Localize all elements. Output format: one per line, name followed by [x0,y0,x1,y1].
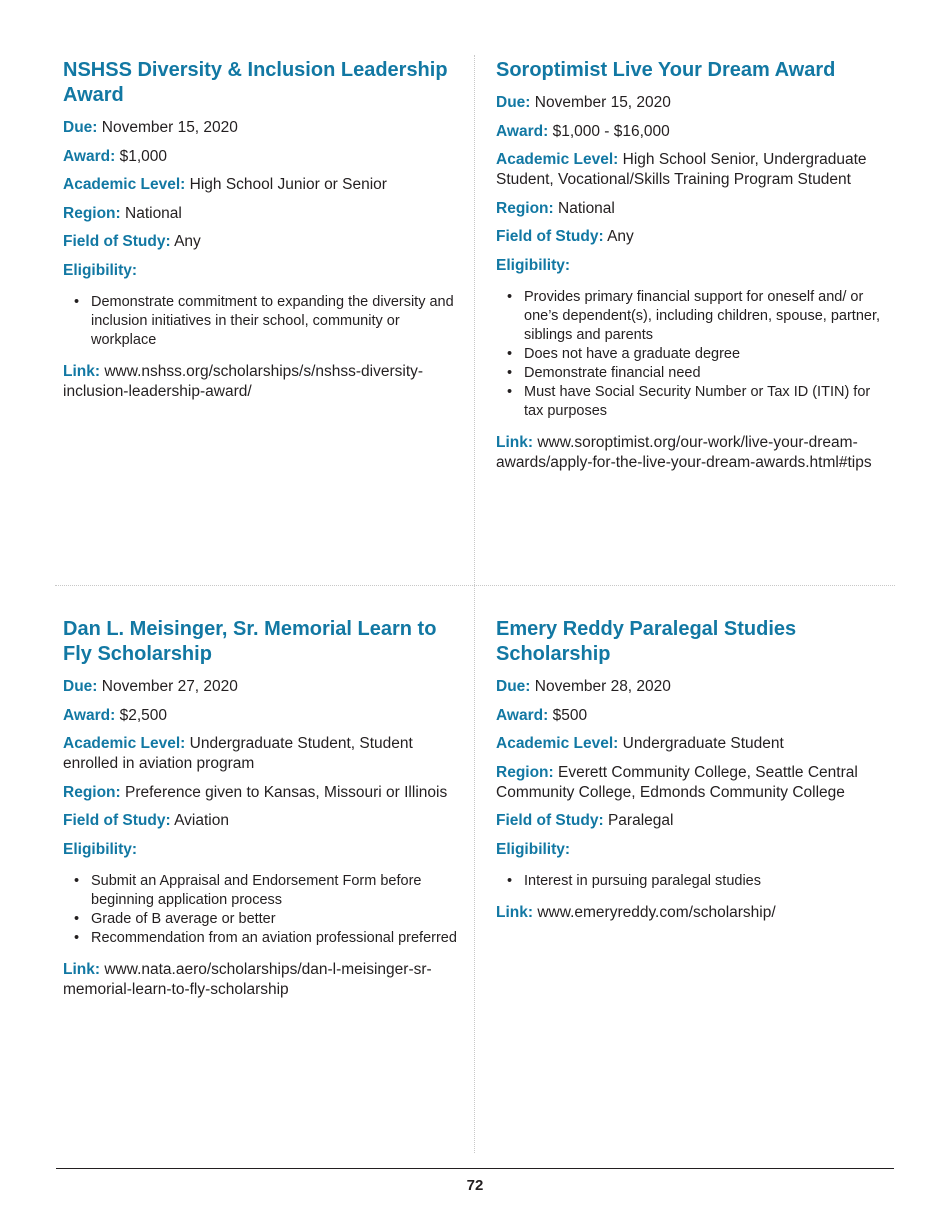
scholarship-card [63,58,458,410]
award-row [63,706,458,726]
column-divider [474,55,475,1153]
due-row [496,677,891,697]
award-label: Award: [63,147,116,165]
field-of-study-value: Paralegal [607,812,674,829]
award-value: $1,000 - $16,000 [552,122,670,140]
academic-level-row [63,734,458,774]
link-label: Link: [496,903,534,921]
page-number: 72 [466,1177,484,1194]
due-row [496,93,891,113]
link-row [63,960,458,1000]
academic-level-value: High School Junior or Senior [189,176,387,193]
award-label: Award: [496,706,549,724]
link-label: Link: [496,433,534,451]
region-label: Region: [496,763,554,781]
footer-rule [56,1168,894,1169]
due-value: November 27, 2020 [101,678,238,695]
eligibility-item: • Provides primary financial support for oneself and/ or one’s dependent(s), including children, spouse, partner, siblings and parents [524,288,891,345]
link-url[interactable]: www.nata.aero/scholarships/dan-l-meisinger-sr-memorial-learn-to-fly-scholarship [63,960,432,998]
due-label: Due: [496,94,531,111]
eligibility-item: • Grade of B average or better [91,910,458,929]
field-of-study-value: Any [607,228,634,245]
eligibility-item: • Must have Social Security Number or Tax ID (ITIN) for tax purposes [524,383,891,421]
award-row [63,147,458,167]
due-row [63,118,458,138]
eligibility-heading: Eligibility: [496,256,571,274]
scholarship-title: Soroptimist Live Your Dream Award [496,59,836,81]
award-value: $1,000 [119,147,167,165]
link-label: Link: [63,960,101,978]
due-label: Due: [63,678,98,695]
scholarship-title: Emery Reddy Paralegal Studies Scholarship [496,618,797,665]
due-row [63,677,458,697]
field-of-study-label: Field of Study: [496,228,604,245]
academic-level-value: High School Senior, Undergraduate Student, Vocational/Skills Training Program Student [496,151,867,188]
eligibility-list [496,872,891,891]
region-row [496,199,891,219]
academic-level-label: Academic Level: [496,735,619,752]
field-of-study-row [63,811,458,831]
academic-level-row [496,734,891,754]
field-of-study-row [496,227,891,247]
eligibility-item: • Recommendation from an aviation professional preferred [91,929,458,948]
link-row [496,903,891,923]
award-label: Award: [63,706,116,724]
scholarship-title: Dan L. Meisinger, Sr. Memorial Learn to Fly Scholarship [63,618,437,665]
eligibility-item: • Demonstrate commitment to expanding the diversity and inclusion initiatives in their school, community or workplace [91,293,458,350]
row-divider [55,585,895,586]
field-of-study-row [63,232,458,252]
award-row [496,706,891,726]
field-of-study-label: Field of Study: [63,812,171,829]
academic-level-row [496,150,891,190]
eligibility-item: • Submit an Appraisal and Endorsement Form before beginning application process [91,872,458,910]
scholarship-card [496,617,891,931]
scholarship-title: NSHSS Diversity & Inclusion Leadership Award [63,59,448,106]
award-row [496,122,891,142]
academic-level-label: Academic Level: [63,735,186,752]
field-of-study-label: Field of Study: [63,233,171,250]
region-row [63,783,458,803]
scholarship-card [63,617,458,1008]
link-row [496,433,891,473]
region-value: National [558,199,615,217]
field-of-study-value: Any [174,233,201,250]
academic-level-label: Academic Level: [63,176,186,193]
link-url[interactable]: www.emeryreddy.com/scholarship/ [537,903,776,921]
region-row [496,763,891,803]
eligibility-list [63,872,458,948]
link-label: Link: [63,362,101,380]
eligibility-heading: Eligibility: [63,840,138,858]
scholarship-card [496,58,891,481]
academic-level-value: Undergraduate Student [622,735,784,752]
due-value: November 15, 2020 [101,119,238,136]
eligibility-list [63,293,458,350]
field-of-study-value: Aviation [174,812,229,829]
link-url[interactable]: www.soroptimist.org/our-work/live-your-dream-awards/apply-for-the-live-your-dream-awards.html#tips [496,433,872,471]
region-row [63,204,458,224]
region-value: Preference given to Kansas, Missouri or Illinois [125,783,448,801]
region-label: Region: [496,199,554,217]
region-value: National [125,204,182,222]
due-value: November 28, 2020 [534,678,671,695]
link-url[interactable]: www.nshss.org/scholarships/s/nshss-diversity-inclusion-leadership-award/ [63,362,424,400]
award-label: Award: [496,122,549,140]
region-label: Region: [63,204,121,222]
eligibility-item: • Demonstrate financial need [524,364,891,383]
field-of-study-row [496,811,891,831]
eligibility-item: • Does not have a graduate degree [524,345,891,364]
link-row [63,362,458,402]
award-value: $2,500 [119,706,167,724]
eligibility-item: • Interest in pursuing paralegal studies [524,872,891,891]
region-value: Everett Community College, Seattle Central Community College, Edmonds Community College [496,763,858,801]
academic-level-value: Undergraduate Student, Student enrolled in aviation program [63,735,413,772]
award-value: $500 [552,706,588,724]
eligibility-heading: Eligibility: [496,840,571,858]
academic-level-row [63,175,458,195]
academic-level-label: Academic Level: [496,151,619,168]
due-label: Due: [496,678,531,695]
due-value: November 15, 2020 [534,94,671,111]
region-label: Region: [63,783,121,801]
field-of-study-label: Field of Study: [496,812,604,829]
eligibility-list [496,288,891,421]
due-label: Due: [63,119,98,136]
eligibility-heading: Eligibility: [63,261,138,279]
